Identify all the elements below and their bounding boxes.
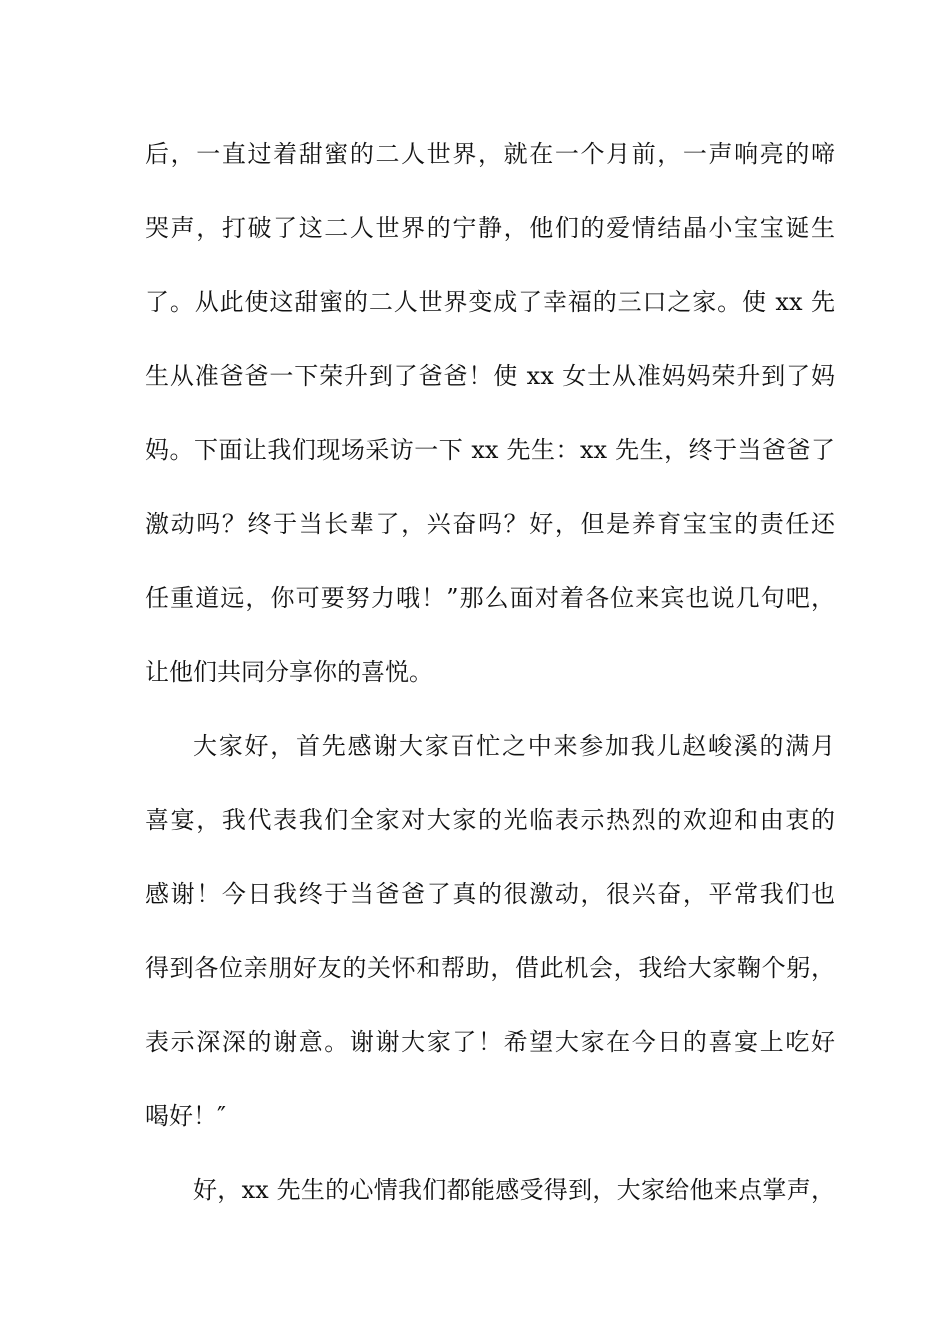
paragraph-line: 感谢！今日我终于当爸爸了真的很激动，很兴奋，平常我们也 — [145, 880, 835, 908]
paragraph-line: 大家好，首先感谢大家百忙之中来参加我儿赵峻溪的满月 — [193, 732, 835, 760]
paragraph-line: 后，一直过着甜蜜的二人世界，就在一个月前，一声响亮的啼 — [145, 140, 835, 168]
document-body — [145, 130, 835, 1240]
paragraph-line: 妈。下面让我们现场采访一下 xx 先生：xx 先生，终于当爸爸了 — [145, 436, 835, 464]
paragraph-line: 表示深深的谢意。谢谢大家了！希望大家在今日的喜宴上吃好 — [145, 1028, 835, 1056]
paragraph-line: 哭声，打破了这二人世界的宁静，他们的爱情结晶小宝宝诞生 — [145, 214, 835, 242]
paragraph-line: 任重道远，你可要努力哦！”那么面对着各位来宾也说几句吧， — [145, 584, 835, 612]
paragraph-line: 好，xx 先生的心情我们都能感受得到，大家给他来点掌声， — [193, 1176, 835, 1204]
paragraph-line: 了。从此使这甜蜜的二人世界变成了幸福的三口之家。使 xx 先 — [145, 288, 835, 316]
paragraph-line: 让他们共同分享你的喜悦。 — [145, 658, 433, 686]
paragraph-line: 喝好！″ — [145, 1102, 226, 1130]
paragraph-line: 得到各位亲朋好友的关怀和帮助，借此机会，我给大家鞠个躬， — [145, 954, 835, 982]
paragraph-line: 喜宴，我代表我们全家对大家的光临表示热烈的欢迎和由衷的 — [145, 806, 835, 834]
paragraph-line: 激动吗？终于当长辈了，兴奋吗？好，但是养育宝宝的责任还 — [145, 510, 835, 538]
paragraph-line: 生从准爸爸一下荣升到了爸爸！使 xx 女士从准妈妈荣升到了妈 — [145, 362, 835, 390]
